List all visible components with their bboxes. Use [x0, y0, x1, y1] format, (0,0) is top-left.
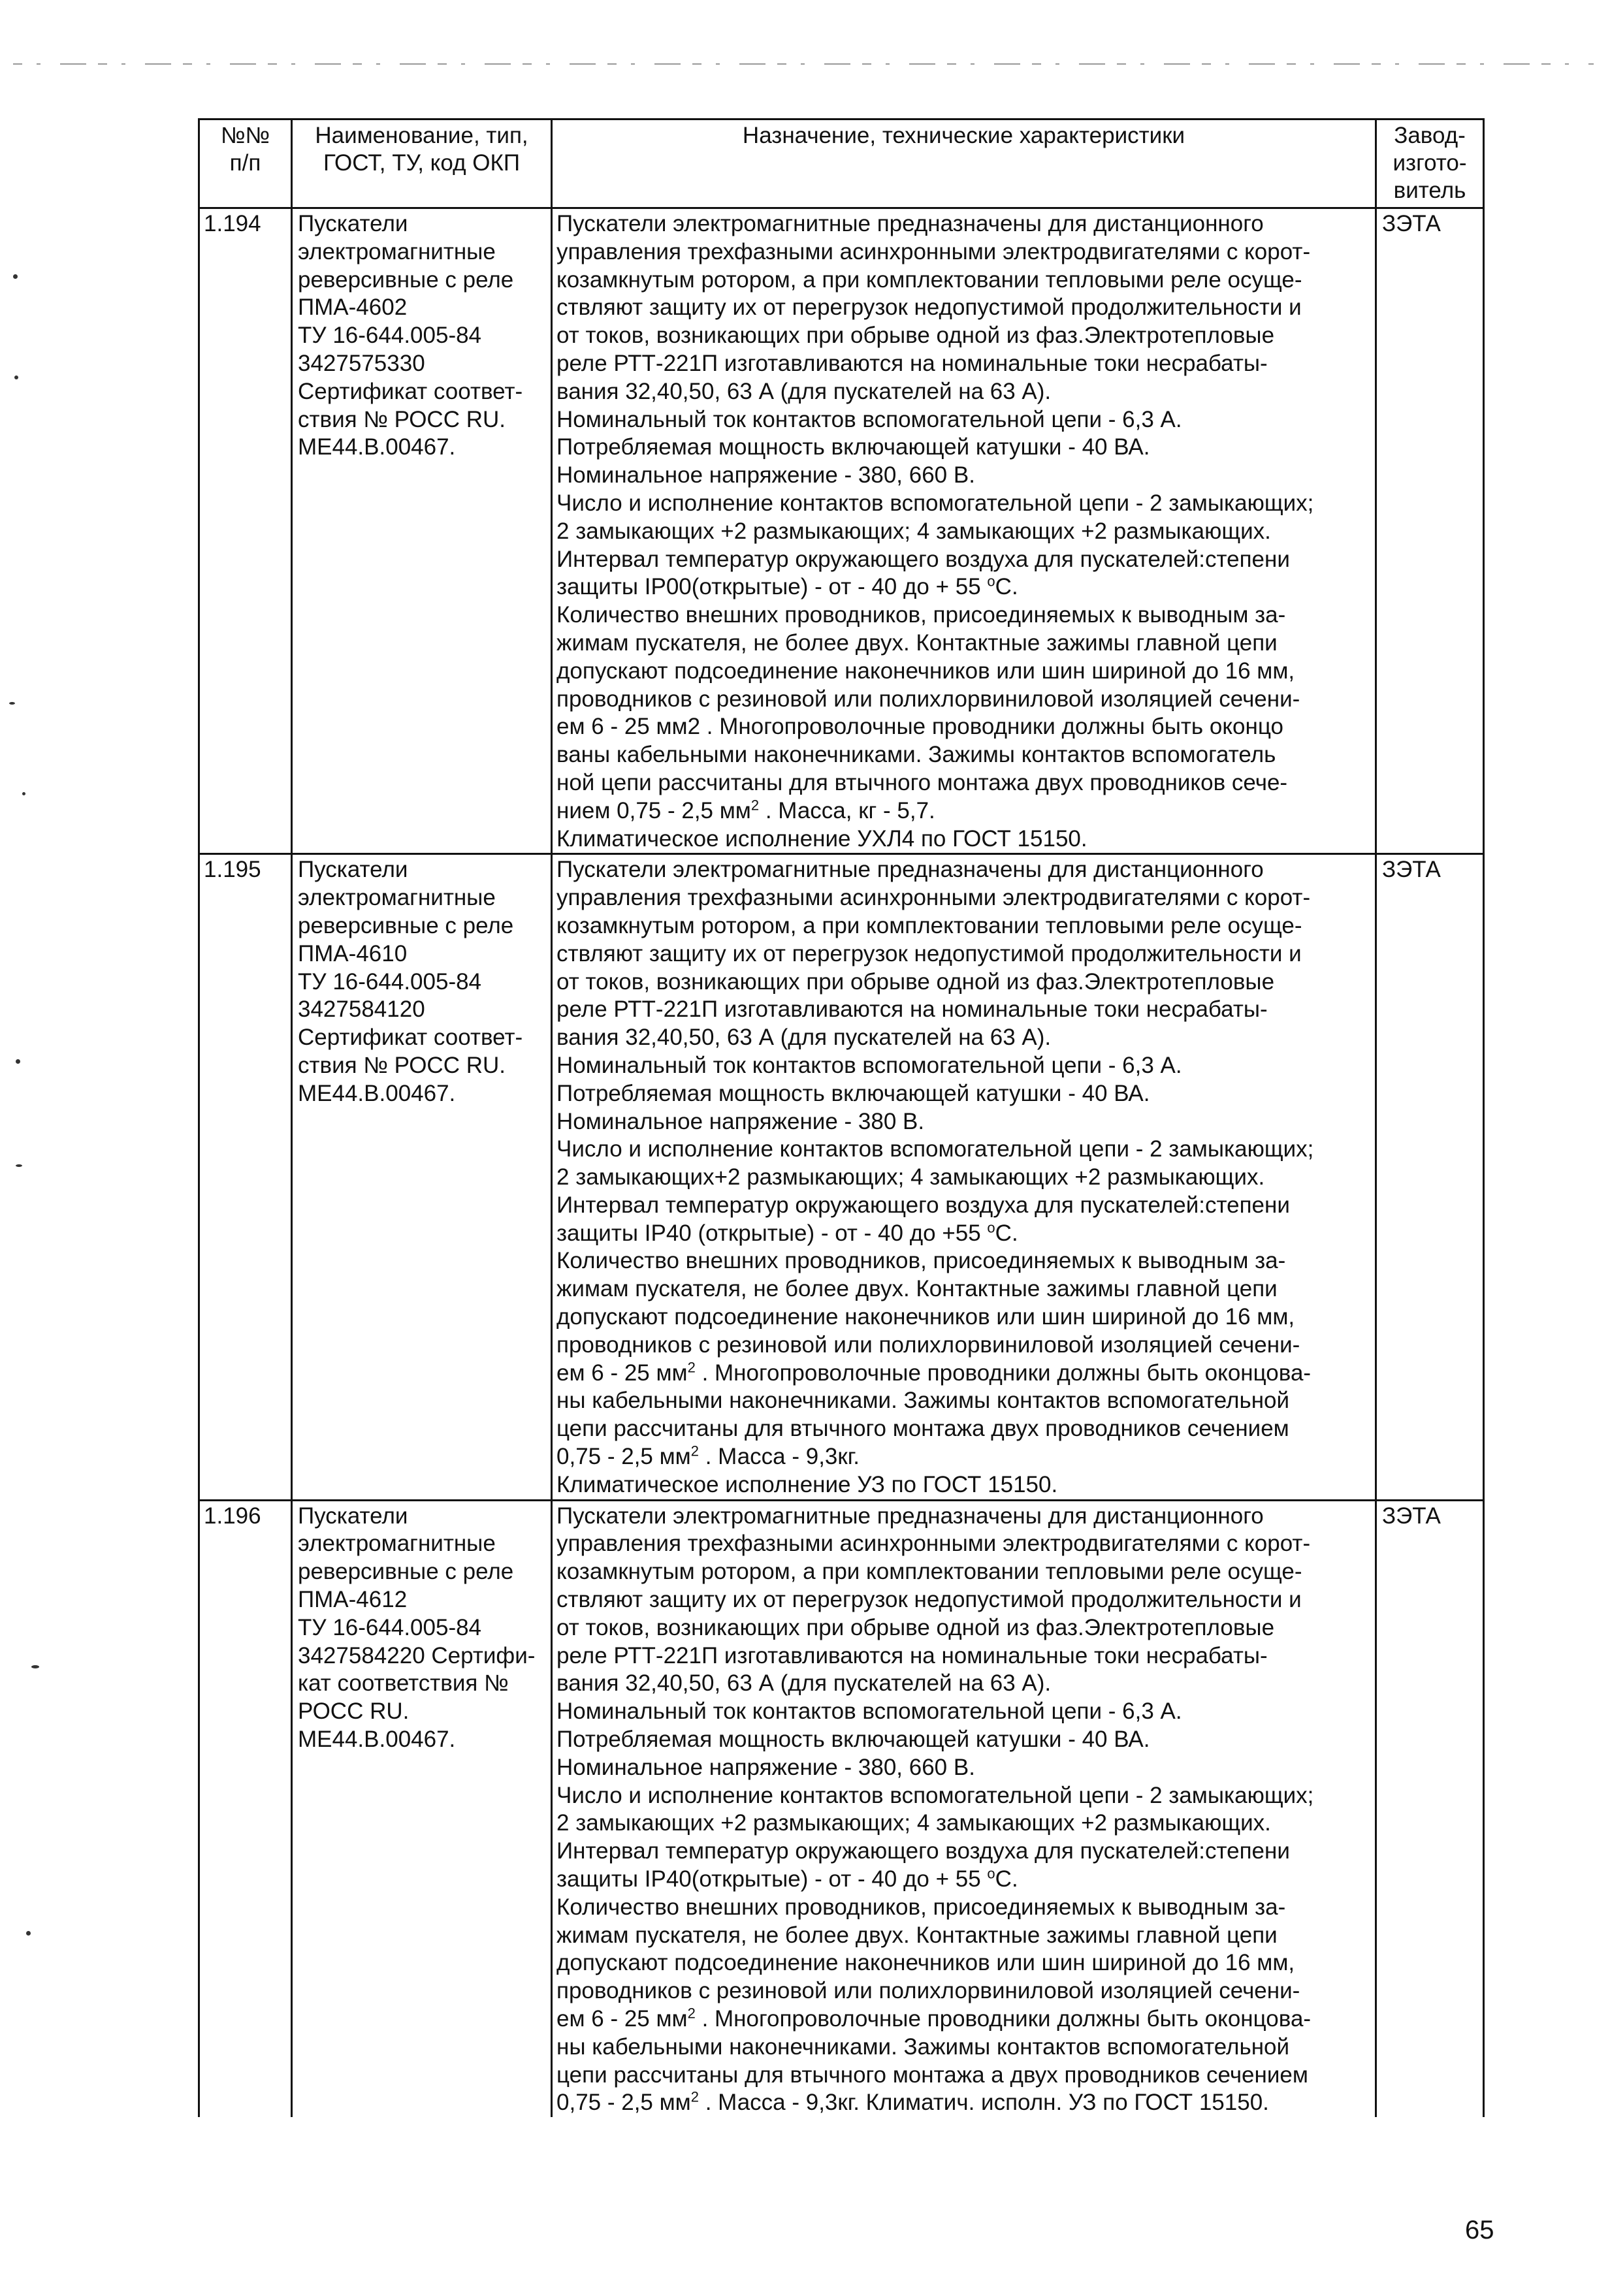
description-text-after: . Многопроволочные проводники должны быть оконцова-: [695, 2006, 1312, 2032]
description-line: [556, 1136, 1372, 1164]
item-name-line: электромагнитные: [298, 1531, 496, 1557]
superscript: о: [987, 573, 995, 590]
header-name: [292, 120, 552, 208]
description-text: 0,75 - 2,5 мм: [556, 1444, 691, 1470]
description-text: 2 замыкающих +2 размыкающих; 4 замыкающих +2 размыкающих.: [556, 1810, 1271, 1836]
header-manufacturer-line: Завод-: [1394, 123, 1466, 148]
header-purpose: [552, 120, 1376, 208]
description-text-after: . Масса - 9,3кг.: [698, 1444, 860, 1470]
description-text: ствляют защиту их от перегрузок недопустимой продолжительности и: [556, 295, 1302, 321]
description-text: допускают подсоединение наконечников или шин шириной до 16 мм,: [556, 658, 1295, 684]
description-line: [556, 1052, 1372, 1080]
description-line: [556, 1108, 1372, 1136]
page-number: 65: [1465, 2216, 1494, 2244]
scan-speck: [13, 274, 18, 279]
description-text: Количество внешних проводников, присоединяемых к выводным за-: [556, 602, 1286, 628]
description-line: [556, 658, 1372, 686]
description-text: управления трехфазными асинхронными электродвигателями с корот-: [556, 238, 1311, 264]
item-name-line: ПМА-4610: [298, 940, 408, 966]
superscript: 2: [687, 1359, 696, 1376]
superscript: 2: [690, 1443, 699, 1459]
description-text: Интервал температур окружающего воздуха для пускателей:степени: [556, 1838, 1290, 1864]
description-text-after: . Масса - 9,3кг. Климатич. исполн. УЗ по ГОСТ 15150.: [698, 2090, 1269, 2116]
description-line: [556, 1586, 1372, 1614]
description-text: управления трехфазными асинхронными электродвигателями с корот-: [556, 885, 1311, 911]
description-line: [556, 210, 1372, 238]
description-line: [556, 378, 1372, 406]
description-text: Номинальное напряжение - 380 В.: [556, 1108, 925, 1134]
description-line: [556, 1698, 1372, 1726]
item-description-cell: [552, 1500, 1376, 2117]
description-text: от токов, возникающих при обрыве одной из фаз.Электротепловые: [556, 323, 1275, 349]
description-text: Пускатели электромагнитные предназначены для дистанционного: [556, 211, 1264, 236]
description-text: Номинальное напряжение - 380, 660 В.: [556, 462, 975, 488]
header-name-line: ГОСТ, ТУ, код ОКП: [323, 150, 520, 176]
manufacturer: ЗЭТА: [1376, 208, 1484, 854]
description-text: защиты IP40 (открытые) - от - 40 до +55: [556, 1220, 988, 1246]
description-line: [556, 2033, 1372, 2062]
description-text: Число и исполнение контактов вспомогательной цепи - 2 замыкающих;: [556, 1782, 1314, 1808]
description-text: защиты IP40(открытые) - от - 40 до + 55: [556, 1866, 988, 1892]
table-row: [199, 854, 1484, 1500]
item-name-line: Сертификат соответ-: [298, 378, 523, 404]
description-line: [556, 1220, 1372, 1248]
header-number: [199, 120, 292, 208]
description-text: реле РТТ-221П изготавливаются на номинальные токи несрабаты-: [556, 1642, 1268, 1668]
description-line: [556, 1977, 1372, 2005]
item-name-line: реверсивные с реле: [298, 912, 514, 938]
description-text: Потребляемая мощность включающей катушки - 40 ВА.: [556, 1080, 1150, 1106]
description-line: [556, 769, 1372, 797]
table-header-row: [199, 120, 1484, 208]
description-line: [556, 406, 1372, 434]
description-line: [556, 825, 1372, 853]
description-line: [556, 2062, 1372, 2090]
description-text: реле РТТ-221П изготавливаются на номинальные токи несрабаты-: [556, 997, 1268, 1023]
description-line: [556, 434, 1372, 462]
description-text: Климатическое исполнение УХЛ4 по ГОСТ 15150.: [556, 825, 1087, 852]
description-line: [556, 1275, 1372, 1303]
description-line: [556, 1558, 1372, 1586]
description-text: ны кабельными наконечниками. Зажимы контактов вспомогательной: [556, 1388, 1290, 1414]
description-text: жимам пускателя, не более двух. Контактные зажимы главной цепи: [556, 1276, 1278, 1302]
description-text: жимам пускателя, не более двух. Контактные зажимы главной цепи: [556, 1922, 1278, 1948]
description-line: [556, 940, 1372, 968]
item-name-line: кат соответствия №: [298, 1670, 509, 1697]
description-line: [556, 968, 1372, 997]
description-text: ваны кабельными наконечниками. Зажимы контактов вспомогатель: [556, 742, 1276, 768]
description-line: [556, 1810, 1372, 1838]
description-text: 0,75 - 2,5 мм: [556, 2090, 691, 2116]
description-text-after: С.: [995, 1220, 1018, 1246]
item-number: 1.195: [199, 854, 292, 1500]
superscript: 2: [690, 2088, 699, 2105]
description-text: от токов, возникающих при обрыве одной из фаз.Электротепловые: [556, 968, 1275, 995]
description-line: [556, 1503, 1372, 1531]
description-line: [556, 350, 1372, 378]
description-text: Количество внешних проводников, присоединяемых к выводным за-: [556, 1248, 1286, 1274]
item-name-line: ПМА-4612: [298, 1587, 408, 1613]
scan-speck: [16, 1164, 22, 1167]
description-text: вания 32,40,50, 63 А (для пускателей на 63 А).: [556, 1670, 1052, 1697]
description-text: защиты IP00(открытые) - от - 40 до + 55: [556, 574, 988, 600]
description-line: [556, 2089, 1372, 2117]
header-purpose-line: Назначение, технические характеристики: [742, 123, 1185, 148]
description-text: 2 замыкающих+2 размыкающих; 4 замыкающих +2 размыкающих.: [556, 1164, 1265, 1190]
description-text: козамкнутым ротором, а при комплектовании тепловыми реле осуще-: [556, 1559, 1302, 1585]
description-line: [556, 1838, 1372, 1866]
description-text: Число и исполнение контактов вспомогательной цепи - 2 замыкающих;: [556, 490, 1314, 516]
description-text: 2 замыкающих +2 размыкающих; 4 замыкающих +2 размыкающих.: [556, 518, 1271, 544]
description-line: [556, 1164, 1372, 1192]
description-text: жимам пускателя, не более двух. Контактные зажимы главной цепи: [556, 630, 1278, 656]
description-text: Потребляемая мощность включающей катушки - 40 ВА.: [556, 1727, 1150, 1753]
description-line: [556, 266, 1372, 295]
description-text-after: С.: [995, 574, 1018, 600]
table-row: [199, 208, 1484, 854]
description-text: проводников с резиновой или полихлорвиниловой изоляцией сечени-: [556, 686, 1300, 712]
description-text: нием 0,75 - 2,5 мм: [556, 797, 751, 823]
scan-speck: [31, 1665, 39, 1668]
description-text: цепи рассчитаны для втычного монтажа двух проводников сечением: [556, 1416, 1289, 1442]
description-line: [556, 1530, 1372, 1558]
description-line: [556, 546, 1372, 574]
description-text: Номинальный ток контактов вспомогательной цепи - 6,3 А.: [556, 406, 1182, 432]
item-name-line: реверсивные с реле: [298, 1559, 514, 1585]
item-name-line: ТУ 16-644.005-84: [298, 1614, 482, 1640]
description-line: [556, 518, 1372, 546]
item-name-line: 3427575330: [298, 350, 425, 376]
description-line: [556, 912, 1372, 940]
description-text: от токов, возникающих при обрыве одной из фаз.Электротепловые: [556, 1614, 1275, 1640]
description-text: вания 32,40,50, 63 А (для пускателей на 63 А).: [556, 1025, 1052, 1051]
description-line: [556, 1303, 1372, 1331]
item-name-line: РОСС RU.: [298, 1698, 410, 1725]
superscript: 2: [750, 797, 760, 814]
product-table: [198, 118, 1485, 2117]
description-text: Пускатели электромагнитные предназначены для дистанционного: [556, 1503, 1264, 1529]
item-name-line: 3427584220 Сертифи-: [298, 1642, 536, 1668]
item-description-cell: [552, 208, 1376, 854]
description-line: [556, 741, 1372, 769]
description-text: проводников с резиновой или полихлорвиниловой изоляцией сечени-: [556, 1331, 1300, 1358]
description-line: [556, 884, 1372, 912]
description-text: Число и исполнение контактов вспомогательной цепи - 2 замыкающих;: [556, 1136, 1314, 1162]
header-name-line: Наименование, тип,: [315, 123, 528, 148]
item-name-line: электромагнитные: [298, 238, 496, 264]
description-line: [556, 1331, 1372, 1360]
manufacturer: ЗЭТА: [1376, 1500, 1484, 2117]
scan-speck: [14, 375, 18, 379]
item-name-line: ТУ 16-644.005-84: [298, 323, 482, 349]
description-line: [556, 2005, 1372, 2033]
superscript: о: [987, 1865, 995, 1882]
header-manufacturer-line: изгото-: [1393, 150, 1467, 176]
description-line: [556, 856, 1372, 884]
item-name-line: МЕ44.В.00467.: [298, 434, 456, 460]
description-line: [556, 322, 1372, 350]
description-text: допускают подсоединение наконечников или шин шириной до 16 мм,: [556, 1950, 1295, 1976]
description-line: [556, 462, 1372, 490]
description-text: вания 32,40,50, 63 А (для пускателей на 63 А).: [556, 378, 1052, 404]
scan-speck: [22, 792, 25, 795]
description-line: [556, 1726, 1372, 1754]
item-name-line: ствия № РОСС RU.: [298, 1052, 506, 1078]
item-name-line: МЕ44.В.00467.: [298, 1727, 456, 1753]
description-text-after: . Масса, кг - 5,7.: [759, 797, 935, 823]
description-text: Количество внешних проводников, присоединяемых к выводным за-: [556, 1894, 1286, 1920]
description-text: Номинальное напряжение - 380, 660 В.: [556, 1754, 975, 1780]
item-name-line: МЕ44.В.00467.: [298, 1080, 456, 1106]
manufacturer: ЗЭТА: [1376, 854, 1484, 1500]
description-text: допускают подсоединение наконечников или шин шириной до 16 мм,: [556, 1304, 1295, 1330]
item-name-line: Пускатели: [298, 857, 408, 883]
description-line: [556, 1614, 1372, 1642]
description-line: [556, 1024, 1372, 1052]
description-text: Климатическое исполнение УЗ по ГОСТ 15150.: [556, 1471, 1058, 1497]
header-number-line: п/п: [229, 150, 261, 176]
superscript: 2: [687, 2005, 696, 2022]
description-line: [556, 1866, 1372, 1894]
description-line: [556, 1894, 1372, 1922]
scan-artifact-line: [0, 62, 1610, 67]
header-number-line: №№: [220, 123, 270, 148]
description-text: ем 6 - 25 мм: [556, 2006, 688, 2032]
description-text-after: . Многопроволочные проводники должны быть оконцова-: [695, 1360, 1312, 1386]
item-name-cell: [292, 854, 552, 1500]
item-name-line: Сертификат соответ-: [298, 1025, 523, 1051]
item-description-cell: [552, 854, 1376, 1500]
description-line: [556, 601, 1372, 630]
description-line: [556, 1080, 1372, 1108]
description-line: [556, 1949, 1372, 1977]
item-name-line: ТУ 16-644.005-84: [298, 968, 482, 995]
description-text: ствляют защиту их от перегрузок недопустимой продолжительности и: [556, 940, 1302, 966]
description-line: [556, 1443, 1372, 1471]
scan-speck: [26, 1931, 31, 1936]
description-line: [556, 996, 1372, 1024]
description-text: Интервал температур окружающего воздуха для пускателей:степени: [556, 1192, 1290, 1218]
description-line: [556, 797, 1372, 825]
description-text: ем 6 - 25 мм2 . Многопроволочные проводники должны быть оконцо: [556, 714, 1283, 740]
description-line: [556, 294, 1372, 322]
superscript: о: [987, 1219, 995, 1236]
description-line: [556, 686, 1372, 714]
description-line: [556, 1642, 1372, 1670]
table-row: [199, 1500, 1484, 2117]
description-line: [556, 1922, 1372, 1950]
description-text: Номинальный ток контактов вспомогательной цепи - 6,3 А.: [556, 1052, 1182, 1078]
header-manufacturer-line: витель: [1393, 178, 1466, 203]
description-text: ем 6 - 25 мм: [556, 1360, 688, 1386]
item-name-cell: [292, 1500, 552, 2117]
description-line: [556, 1387, 1372, 1415]
description-line: [556, 1247, 1372, 1275]
description-line: [556, 238, 1372, 266]
description-text: Пускатели электромагнитные предназначены для дистанционного: [556, 857, 1264, 883]
description-text: цепи рассчитаны для втычного монтажа а двух проводников сечением: [556, 2062, 1308, 2088]
description-line: [556, 1670, 1372, 1698]
scan-speck: [16, 1059, 20, 1064]
description-text: управления трехфазными асинхронными электродвигателями с корот-: [556, 1531, 1311, 1557]
item-name-line: 3427584120: [298, 997, 425, 1023]
description-line: [556, 1471, 1372, 1499]
description-text: ны кабельными наконечниками. Зажимы контактов вспомогательной: [556, 2033, 1290, 2060]
description-line: [556, 1192, 1372, 1220]
description-line: [556, 490, 1372, 518]
item-name-line: реверсивные с реле: [298, 266, 514, 293]
description-line: [556, 1360, 1372, 1388]
description-text-after: С.: [995, 1866, 1018, 1892]
description-text: козамкнутым ротором, а при комплектовании тепловыми реле осуще-: [556, 912, 1302, 938]
item-name-line: Пускатели: [298, 1503, 408, 1529]
header-manufacturer: [1376, 120, 1484, 208]
description-text: Интервал температур окружающего воздуха для пускателей:степени: [556, 546, 1290, 572]
description-line: [556, 713, 1372, 741]
scan-speck: [9, 702, 15, 705]
item-number: 1.196: [199, 1500, 292, 2117]
item-name-cell: [292, 208, 552, 854]
description-text: проводников с резиновой или полихлорвиниловой изоляцией сечени-: [556, 1978, 1300, 2004]
item-name-line: ПМА-4602: [298, 295, 408, 321]
item-name-line: электромагнитные: [298, 885, 496, 911]
item-number: 1.194: [199, 208, 292, 854]
description-text: Номинальный ток контактов вспомогательной цепи - 6,3 А.: [556, 1698, 1182, 1725]
description-text: ствляют защиту их от перегрузок недопустимой продолжительности и: [556, 1587, 1302, 1613]
description-text: ной цепи рассчитаны для втычного монтажа двух проводников сече-: [556, 769, 1288, 795]
description-line: [556, 573, 1372, 601]
description-line: [556, 1782, 1372, 1810]
description-text: реле РТТ-221П изготавливаются на номинальные токи несрабаты-: [556, 350, 1268, 376]
description-line: [556, 1415, 1372, 1443]
description-line: [556, 1754, 1372, 1782]
description-text: козамкнутым ротором, а при комплектовании тепловыми реле осуще-: [556, 266, 1302, 293]
item-name-line: ствия № РОСС RU.: [298, 406, 506, 432]
item-name-line: Пускатели: [298, 211, 408, 236]
description-text: Потребляемая мощность включающей катушки - 40 ВА.: [556, 434, 1150, 460]
description-line: [556, 630, 1372, 658]
